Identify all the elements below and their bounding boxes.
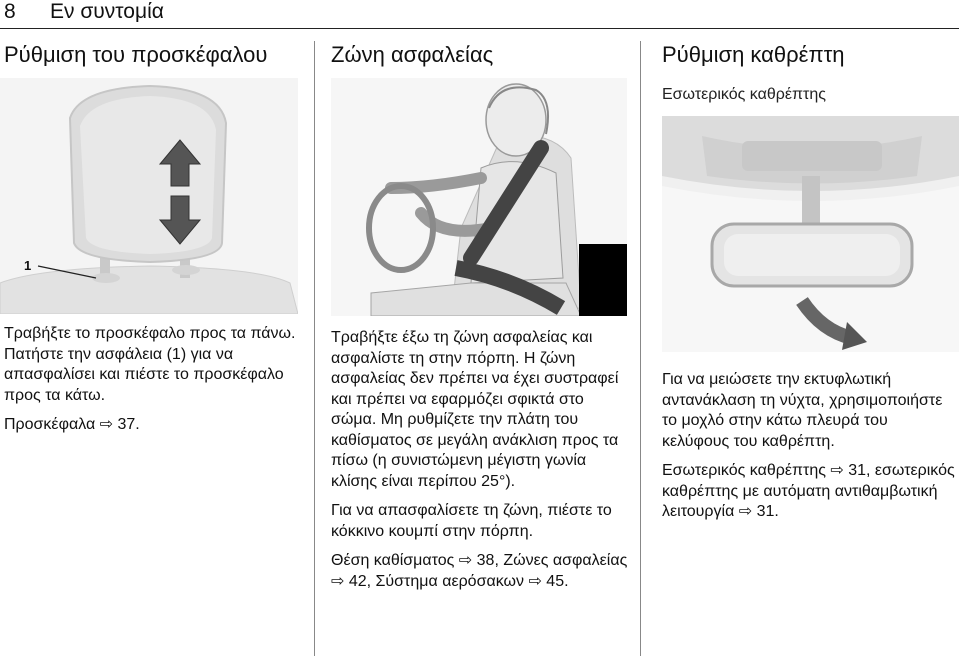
chapter-title: Εν συντομία — [50, 0, 164, 23]
paragraph: Θέση καθίσματος ⇨ 38, Ζώνες ασφαλείας ⇨ 42, Σύστημα αερόσακων ⇨ 45. — [331, 552, 628, 590]
section-heading-seatbelt: Ζώνη ασφαλείας — [331, 42, 494, 67]
paragraph: Τραβήξτε το προσκέφαλο προς τα πάνω. Πατήστε την ασφάλεια (1) για να απασφαλίσει και πιέστε το προσκέφαλο προς τα κάτω. — [4, 325, 296, 404]
headrest-text — [4, 324, 298, 445]
callout-label: 1 — [24, 258, 32, 273]
paragraph: Τραβήξτε έξω τη ζώνη ασφαλείας και ασφαλίστε τη στην πόρπη. Η ζώνη ασφαλείας δεν πρέπει να έχει συστραφεί και πρέπει να εφαρμόζει σφικτά στο σώμα. Μη ρυθμίζετε την πλάτη του καθίσματος σε μεγάλη ανάκλιση προς τα πίσω (η συνιστώμενη μέγιστη γωνία κλίσης είναι περίπου 25°). — [331, 329, 619, 490]
paragraph: Για να μειώσετε την εκτυφλωτική αντανάκλαση τη νύχτα, χρησιμοποιήστε το μοχλό στην κάτω πλευρά του κελύφους του καθρέπτη. — [662, 371, 943, 450]
paragraph: Για να απασφαλίσετε τη ζώνη, πιέστε το κόκκινο κουμπί στην πόρπη. — [331, 502, 612, 540]
mirror-text — [662, 370, 959, 532]
headrest-figure — [0, 78, 298, 314]
seatbelt-text — [331, 328, 631, 601]
column-divider — [314, 41, 315, 656]
section-heading-headrest: Ρύθμιση του προσκέφαλου — [4, 42, 268, 67]
mirror-figure — [662, 116, 959, 352]
subheading-interior-mirror: Εσωτερικός καθρέπτης — [662, 86, 826, 103]
paragraph: Εσωτερικός καθρέπτης ⇨ 31, εσωτερικός καθρέπτης με αυτόματη αντιθαμβωτική λειτουργία ⇨ 31. — [662, 462, 955, 520]
paragraph: Προσκέφαλα ⇨ 37. — [4, 416, 140, 433]
header-divider — [0, 28, 959, 29]
section-heading-mirror: Ρύθμιση καθρέπτη — [662, 42, 845, 67]
column-divider — [640, 41, 641, 656]
page-number: 8 — [4, 0, 16, 23]
seatbelt-figure — [331, 78, 627, 316]
